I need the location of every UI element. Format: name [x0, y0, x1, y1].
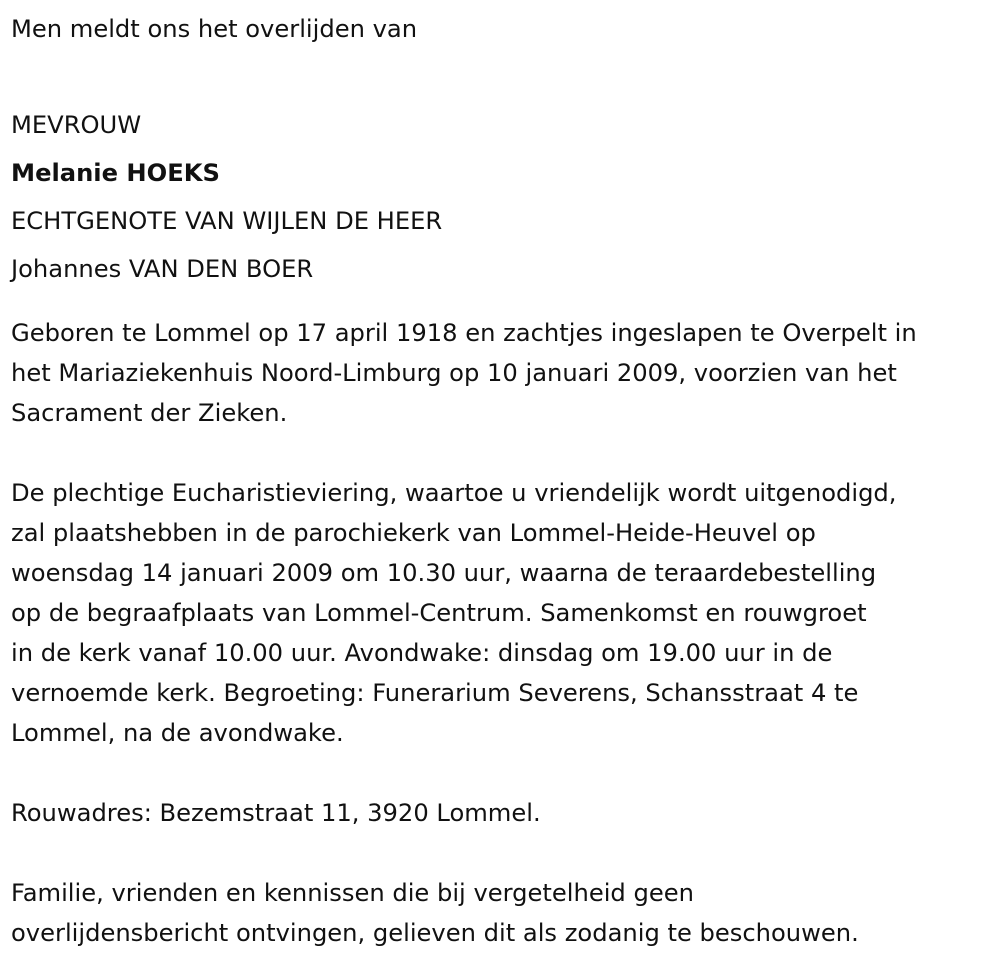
closing-paragraph: [11, 873, 996, 953]
birth-paragraph: [11, 313, 996, 433]
deceased-name: Melanie HOEKS: [11, 159, 220, 187]
intro-text: Men meldt ons het overlijden van: [11, 15, 418, 43]
ceremony-line: op de begraafplaats van Lommel-Centrum. Samenkomst en rouwgroet: [11, 599, 867, 627]
closing-line: Familie, vrienden en kennissen die bij vergetelheid geen: [11, 879, 694, 907]
birth-line: Sacrament der Zieken.: [11, 399, 288, 427]
ceremony-line: woensdag 14 januari 2009 om 10.30 uur, waarna de teraardebestelling: [11, 559, 877, 587]
ceremony-line: De plechtige Eucharistieviering, waartoe u vriendelijk wordt uitgenodigd,: [11, 479, 897, 507]
closing-line: overlijdensbericht ontvingen, gelieven dit als zodanig te beschouwen.: [11, 919, 859, 947]
spacer: [11, 293, 996, 313]
relation-text: ECHTGENOTE VAN WIJLEN DE HEER: [11, 207, 443, 235]
spouse-name: Johannes VAN DEN BOER: [11, 255, 314, 283]
honorific: MEVROUW: [11, 111, 142, 139]
ceremony-paragraph: [11, 473, 996, 753]
birth-line: Geboren te Lommel op 17 april 1918 en zachtjes ingeslapen te Overpelt in: [11, 319, 917, 347]
spacer: [11, 53, 996, 101]
ceremony-line: zal plaatshebben in de parochiekerk van Lommel-Heide-Heuvel op: [11, 519, 816, 547]
spacer: [11, 833, 996, 873]
address-paragraph: [11, 793, 996, 833]
spacer: [11, 433, 996, 473]
death-notice: [11, 5, 996, 953]
ceremony-line: in de kerk vanaf 10.00 uur. Avondwake: dinsdag om 19.00 uur in de: [11, 639, 833, 667]
spacer: [11, 753, 996, 793]
birth-line: het Mariaziekenhuis Noord-Limburg op 10 januari 2009, voorzien van het: [11, 359, 897, 387]
ceremony-line: vernoemde kerk. Begroeting: Funerarium Severens, Schansstraat 4 te: [11, 679, 859, 707]
address-line: Rouwadres: Bezemstraat 11, 3920 Lommel.: [11, 799, 541, 827]
ceremony-line: Lommel, na de avondwake.: [11, 719, 344, 747]
